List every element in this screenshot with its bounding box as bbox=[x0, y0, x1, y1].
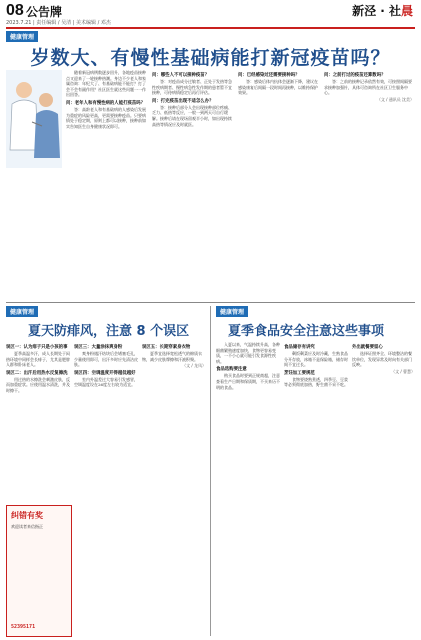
page-number: 08 bbox=[6, 2, 24, 19]
top-article-column-4 bbox=[324, 70, 414, 270]
myth-1-title: 误区一：认为痱子只是小孩的事 bbox=[6, 345, 68, 350]
tip-2-text: 剩饭剩菜应及时冷藏，生熟食品分开存放，冰箱不是保险箱，储存时间不宜过长。 bbox=[284, 351, 348, 368]
right-article-column-2 bbox=[284, 342, 348, 632]
answer-4: 答：感染后体内抗体会逐渐下降，建议在感染康复后间隔一段时间再接种，以维持保护效果。 bbox=[238, 79, 318, 96]
date-line: 2023.7.21 | 责任编辑 / 吴清 | 美术编辑 / 邓杰 bbox=[6, 20, 111, 26]
answer-2: 答：对疫苗成分过敏者、正处于发热等急性疾病期者、慢性病急性发作期的患者暂不宜接种，可待病情稳定后再行评估。 bbox=[152, 79, 232, 96]
myth-1-text: 夏季高温多汗，成人长期处于闷热环境中同样会长痱子，尤其是肥胖人群和卧床老人。 bbox=[6, 351, 70, 368]
tip-3-title: 烹饪加工要规范 bbox=[284, 370, 315, 376]
right-article-column-3 bbox=[352, 342, 415, 632]
top-author: （文 / 通讯员 沈美） bbox=[376, 96, 414, 102]
page-header bbox=[0, 0, 421, 26]
myth-2-title: 误区二：出汗后用热水反复擦洗 bbox=[6, 370, 68, 376]
tip-2-title: 食品储存有讲究 bbox=[284, 345, 315, 350]
question-4: 问：已经感染过还需要接种吗？ bbox=[238, 73, 300, 78]
ad-subtitle: 欢迎读者来信指正 bbox=[11, 524, 43, 529]
tip-3-text: 食物要烧熟煮透，四季豆、豆浆等必须彻底加热，野生菌不采不吃。 bbox=[284, 376, 348, 388]
right-article-column-1 bbox=[216, 342, 280, 632]
left-article-column-2 bbox=[74, 342, 138, 632]
tip-1-title: 食品选购要注意 bbox=[216, 367, 247, 373]
answer-5: 答：之前的接种记录依然有效，可按照间隔要求接种加强针，具体可咨询所在社区卫生服务中心。 bbox=[324, 79, 412, 96]
myth-5-title: 误区五：长期穿紧身衣物 bbox=[142, 345, 191, 350]
newspaper-logo: 新泾 · 社晨 bbox=[352, 4, 413, 18]
myth-4-title: 误区四：空调温度开得越低越好 bbox=[74, 370, 136, 376]
section-divider bbox=[6, 302, 415, 303]
correction-reward-ad bbox=[6, 505, 72, 637]
myth-2-text: 用过热的水擦洗会刺激皮肤，反而加重症状。应使用温水清洗，并及时擦干。 bbox=[6, 376, 70, 393]
left-article-title: 夏天防痱风，注意 8 个误区 bbox=[28, 324, 190, 339]
left-author: （文 / 龙凤） bbox=[182, 363, 206, 369]
top-headline: 岁数大、有慢性基础病能打新冠疫苗吗？ bbox=[30, 47, 391, 69]
question-3: 问：打完疫苗出现不适怎么办？ bbox=[152, 98, 214, 104]
question-2: 问：哪些人不可以接种疫苗？ bbox=[152, 73, 210, 78]
column-divider bbox=[210, 306, 211, 636]
top-article-column-2 bbox=[152, 70, 234, 270]
left-section-tag: 健康管理 bbox=[6, 306, 38, 317]
doctor-patient-illustration bbox=[6, 70, 62, 168]
myth-3-title: 误区三：大量涂抹爽身粉 bbox=[74, 345, 123, 350]
page-name: 公告牌 bbox=[26, 5, 63, 19]
answer-3: 答：接种后部分人会出现接种部位疼痛、乏力、低热等反应，一般一到两天可自行缓解。接种后请在现场留观半小时，如出现持续高热等情况应及时就医。 bbox=[152, 104, 232, 127]
question-5: 问：之前打过的疫苗还算数吗？ bbox=[324, 73, 386, 78]
top-article-column-3 bbox=[238, 70, 320, 270]
right-article-title: 夏季食品安全注意这些事项 bbox=[228, 324, 385, 339]
left-article-column-1 bbox=[6, 342, 70, 500]
right-author: （文 / 曹慧） bbox=[391, 368, 415, 374]
top-article-column-1 bbox=[66, 70, 148, 270]
myth-3-text: 爽身粉遇汗结块后会堵塞毛孔，少量使用即可，出汗多时应先清洁皮肤。 bbox=[74, 351, 138, 368]
right-intro: 入夏以来，气温持续升高，各种细菌繁殖速度加快，食物更容易变质，一不小心就可能引发食源性疾病。 bbox=[216, 342, 280, 364]
top-section-tag: 健康管理 bbox=[6, 31, 38, 42]
left-article-column-3 bbox=[142, 342, 206, 632]
ad-phone: 52395171 bbox=[11, 624, 36, 630]
header-rule bbox=[6, 27, 415, 29]
tip-4-text: 选择证照齐全、环境整洁的餐饮单位，发现异常及时向有关部门反映。 bbox=[352, 351, 412, 368]
tip-4-title: 外出就餐要留心 bbox=[352, 345, 383, 350]
question-1: 问：老年人和有慢性病的人能打疫苗吗？ bbox=[66, 100, 146, 106]
myth-4-text: 室内外温差过大容易引发感冒，空调温度设在26度左右较为适宜。 bbox=[74, 376, 138, 388]
intro-paragraph: 随着新冠病例数逐步回升，各地疫苗接种点又迎来了一轮接种热潮。身边不少老人和家属咨询：年纪大了、有基础病能不能打？打了会不会有副作用？社区医生就这些问题一一作出回答。 bbox=[66, 70, 146, 98]
tip-1-text: 购买食品时要到正规商超，注意查看生产日期和保质期，不买来历不明的食品。 bbox=[216, 373, 280, 390]
myth-5-text: 夏季宜选择宽松透气的棉质衣物，减少皮肤摩擦和汗液积聚。 bbox=[142, 351, 202, 362]
ad-title: 纠错有奖 bbox=[11, 511, 43, 520]
answer-1: 答：高龄老人和有基础病的人感染后发展为重症的风险更高，更需要接种疫苗。只要病情处于稳定期，原则上都可以接种，接种前如实告知医生自身健康状况即可。 bbox=[66, 106, 146, 129]
right-section-tag: 健康管理 bbox=[216, 306, 248, 317]
